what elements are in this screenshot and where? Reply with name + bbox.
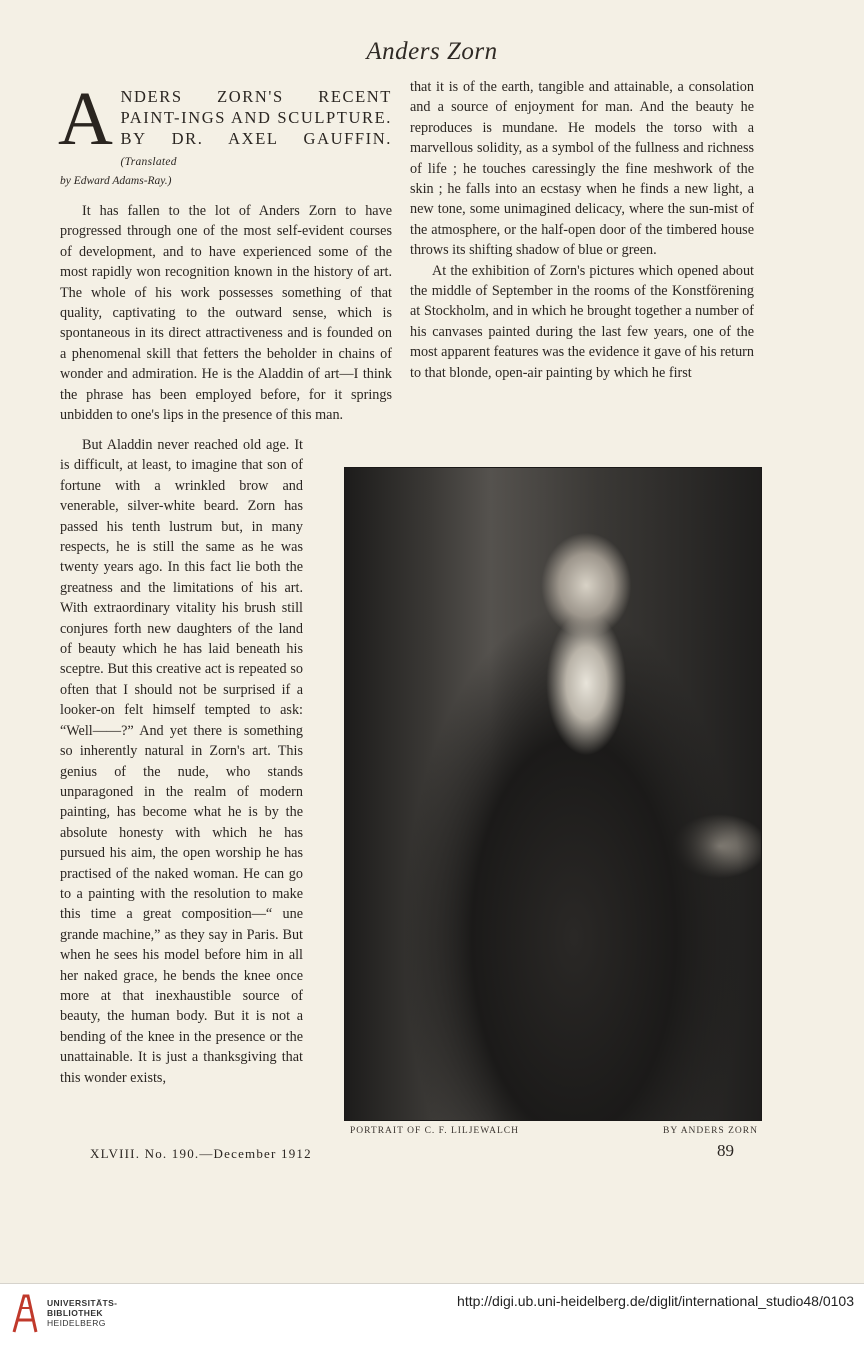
university-logo-icon xyxy=(10,1292,40,1336)
permalink-url[interactable]: http://digi.ub.uni-heidelberg.de/diglit/international_studio48/0103 xyxy=(457,1293,854,1309)
body-paragraph-4: At the exhibition of Zorn's pictures which opened about the middle of September in the rooms of the Konstförening at Stockholm, and in which he brought together a number of his canvases painted during the last few years, one of the most apparent features was the evidence it gave of his return to that blonde, open-air painting by which he first xyxy=(410,262,754,381)
translator-byline: by Edward Adams-Ray.) xyxy=(60,175,172,187)
figure-caption: PORTRAIT OF C. F. LILJEWALCH xyxy=(350,1126,520,1136)
library-name-line-1: UNIVERSITÄTS- xyxy=(47,1298,118,1308)
headline-text: NDERS ZORN'S RECENT PAINT-INGS AND SCULPTURE. BY DR. AXEL GAUFFIN. xyxy=(120,87,392,148)
page-number: 89 xyxy=(717,1141,734,1160)
left-column-top xyxy=(58,77,392,425)
library-name-line-3: HEIDELBERG xyxy=(47,1318,106,1328)
body-paragraph-2: But Aladdin never reached old age. It is difficult, at least, to imagine that son of fortune with a wrinkled brow and venerable, silver-white beard. Zorn has passed his tenth lustrum but, in many respects, he is still the same as he was twenty years ago. In this fact lie both the greatness and the limitations of his art. With extraordinary vitality his brush still conjures forth new daughters of the land of beauty which he has laid beneath his sceptre. But this creative act is repeated so often that I should not be surprised if a looker-on felt himself tempted to ask: “Well——?” And yet there is something so inherently natural in Zorn's art. This genius of the nude, who stands unparagoned in the realm of modern painting, has become what he is by the absolute honesty with which he has pursued his aim, the open worship he has practised of the naked woman. He can go to a painting with the resolution to make this time a great composition—“ une grande machine,” as they say in Paris. But when he sees his model before him in all her naked grace, he bends the knee once more at that inexhaustible source of beauty, the human body. But it is not a bending of the knee in the presence or the unattainable. It is just a thanksgiving that this wonder exists, xyxy=(60,437,303,1086)
translated-note: (Translated xyxy=(120,156,177,168)
article-headline xyxy=(58,77,392,173)
body-paragraph-1: It has fallen to the lot of Anders Zorn to have progressed through one of the most self-evident courses of development, and to have experienced some of the most rapidly won recognition known in the history of art. The whole of his work possesses something of that quality, captivating to the outward sense, which is spontaneous in its direct attractiveness and is founded on a phenomenal skill that fetters the beholder in chains of wonder and admiration. He is the Aladdin of art—I think the phrase has been employed before, for it springs unbidden to one's lips in the presence of this man. xyxy=(60,203,392,424)
left-narrow-column xyxy=(60,435,303,1088)
drop-cap: A xyxy=(58,77,115,161)
portrait-image xyxy=(344,467,762,1121)
running-head: Anders Zorn xyxy=(366,38,498,65)
library-name-line-2: BIBLIOTHEK xyxy=(47,1308,103,1318)
issue-line: XLVIII. No. 190.—December 1912 xyxy=(90,1146,312,1161)
body-paragraph-3: that it is of the earth, tangible and attainable, a consolation and a source of enjoyment for man. And the beauty he reproduces is mundane. He models the torso with a marvellous solidity, as a symbol of the fullness and richness of life ; he touches caressingly the fine meshwork of the skin ; he falls into an ecstasy when he finds a new light, a new tone, some unimagined delicacy, where the sun-mist of the atmosphere, or the half-open door of the timbered house throws its shifting shadow of blue or green. xyxy=(410,79,754,259)
figure-credit: BY ANDERS ZORN xyxy=(663,1126,758,1136)
viewer-footer xyxy=(0,1283,864,1346)
right-column xyxy=(410,77,754,383)
